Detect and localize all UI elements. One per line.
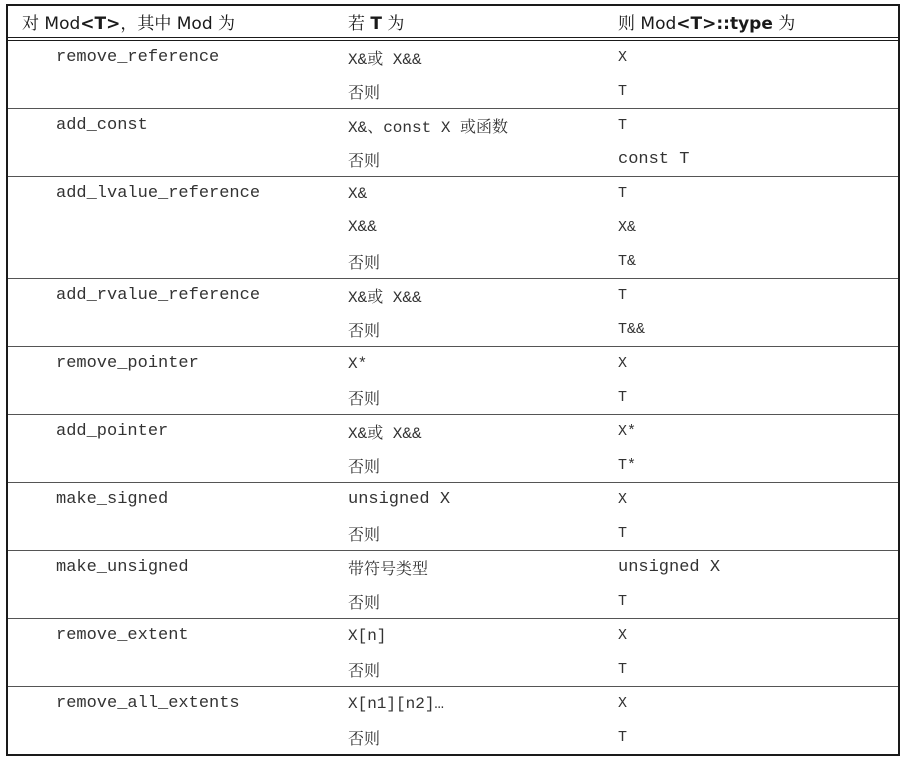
condition-cell: 否则 [348,152,381,171]
header-col-result [612,6,898,39]
mod-name-cell: remove_extent [8,619,340,687]
condition-cell: 否则 [348,458,381,477]
table-row [8,483,898,517]
result-cell: T& [618,252,637,270]
condition-cell: 否则 [348,322,381,341]
result-cell: X [618,49,628,66]
header-col-result-bold: <T>::type [676,14,773,34]
condition-cell: 否则 [348,594,381,613]
mod-name-cell: add_const [8,109,340,177]
result-cell: T [618,728,628,746]
type-transformation-table [6,4,900,756]
condition-cell: 否则 [348,730,381,749]
result-cell: T [618,524,628,542]
result-cell: T* [618,456,637,474]
table-row [8,347,898,381]
table [8,6,898,754]
condition-cell: 否则 [348,84,381,103]
condition-cell: X&或 X&& [340,415,612,449]
table-header [8,6,898,39]
header-col-mod-bold: <T> [80,14,121,34]
header-col-condition-suffix: 为 [382,14,405,34]
condition-cell: X* [340,347,612,381]
header-row [8,6,898,39]
result-cell: T [618,388,628,406]
condition-cell: X&或 X&& [348,51,422,69]
header-col-mod-suffix: ，其中 Mod 为 [120,14,236,34]
header-col-result-suffix: 为 [772,14,796,34]
header-col-mod-prefix: 对 Mod [22,14,81,34]
condition-cell: X[n1][n2]… [340,687,612,721]
result-cell: T [612,177,898,211]
condition-cell: 否则 [348,254,381,273]
header-col-result-prefix: 则 Mod [618,14,677,34]
table-row [8,109,898,143]
table-row [8,415,898,449]
table-row [8,39,898,74]
condition-cell: X& [340,177,612,211]
table-body [8,39,898,754]
mod-name-cell: add_rvalue_reference [8,279,340,347]
table-row [8,177,898,211]
header-col-mod [8,6,340,39]
condition-cell: X[n] [340,619,612,653]
result-cell: T [612,279,898,313]
mod-name-cell: remove_reference [56,48,220,67]
result-cell: const T [618,149,690,169]
result-cell: T [618,592,628,610]
result-cell: X [612,347,898,381]
condition-cell: 否则 [348,662,381,681]
result-cell: T [618,660,628,678]
result-cell: T [612,109,898,143]
result-cell: X* [612,415,898,449]
header-col-condition-prefix: 若 [348,14,371,34]
condition-cell: X&、const X 或函数 [340,109,612,143]
mod-name-cell: make_signed [8,483,340,551]
condition-cell: X&& [348,218,377,236]
result-cell: X [612,687,898,721]
mod-name-cell: remove_all_extents [8,687,340,755]
table-row [8,279,898,313]
mod-name-cell: add_pointer [8,415,340,483]
header-col-condition [340,6,612,39]
condition-cell: 否则 [348,390,381,409]
condition-cell: unsigned X [340,483,612,517]
result-cell: T&& [618,320,646,338]
mod-name-cell: add_lvalue_reference [8,177,340,279]
result-cell: X [612,483,898,517]
header-col-condition-bold: T [370,14,383,34]
table-row [8,551,898,585]
result-cell: unsigned X [612,551,898,585]
condition-cell: 否则 [348,526,381,545]
mod-name-cell: remove_pointer [8,347,340,415]
result-cell: X [612,619,898,653]
table-row [8,619,898,653]
condition-cell: X&或 X&& [340,279,612,313]
result-cell: T [618,82,628,100]
table-row [8,687,898,721]
result-cell: X& [618,218,637,236]
mod-name-cell: make_unsigned [8,551,340,619]
condition-cell: 带符号类型 [340,551,612,585]
